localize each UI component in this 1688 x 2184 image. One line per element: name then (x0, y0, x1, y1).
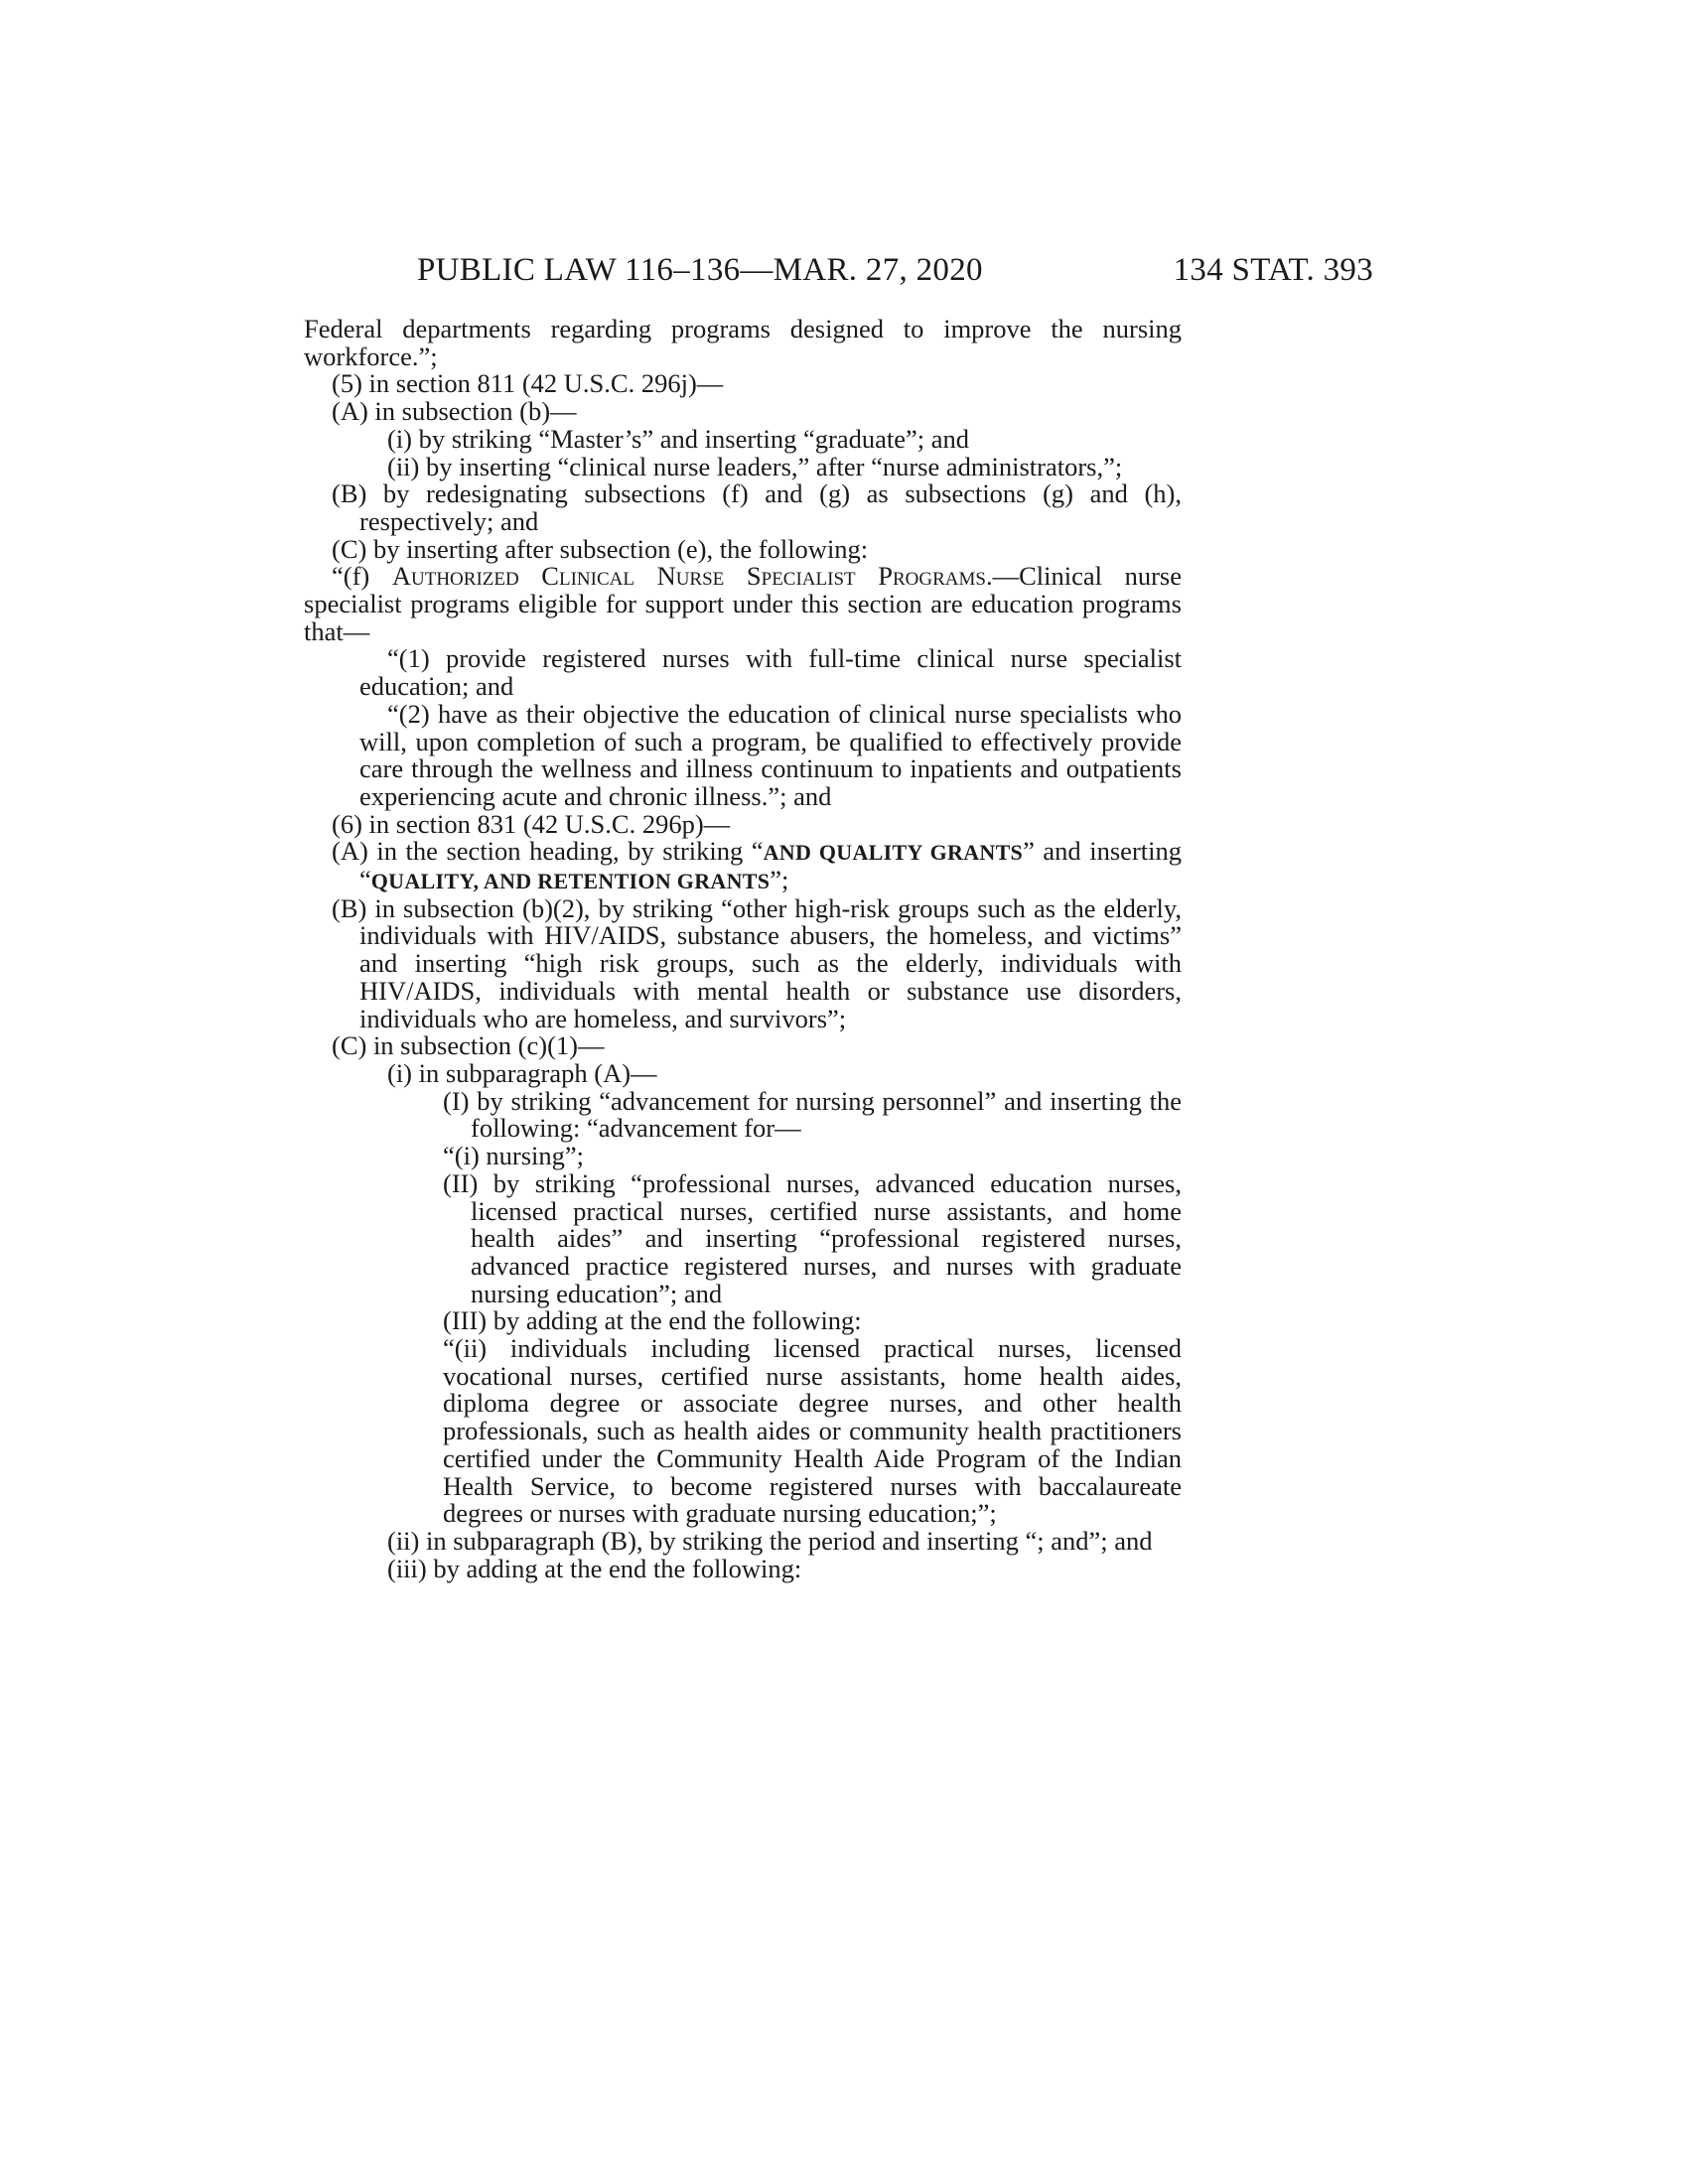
paragraph-831-c: (C) in subsection (c)(1)— (332, 1030, 605, 1061)
inserted-heading-text: QUALITY, AND RETENTION GRANTS (370, 869, 771, 894)
paragraph-831-c-i-II: (II) by striking “professional nurses, advanced education nurses, licensed practical nurses, certified nurse assistants, and home health aides” and inserting “professional registered nurses, advanced practice registered nurses, and nurses with graduate nursing education”; and (443, 1167, 1182, 1308)
paragraph-831-a-text-1: (A) in the section heading, by striking “ (332, 836, 764, 867)
running-header-page-ref: 134 STAT. 393 (1173, 252, 1373, 288)
paragraph-section-831: (6) in section 831 (42 U.S.C. 296p)— (332, 808, 731, 839)
paragraph-811-f-lead: “(f) (332, 561, 392, 592)
paragraph-831-c-i: (i) in subparagraph (A)— (387, 1057, 657, 1088)
paragraph-continuation: Federal departments regarding programs designed to improve the nursing workforce.”; (304, 314, 1182, 371)
paragraph-831-b: (B) in subsection (b)(2), by striking “other high-risk groups such as the elderly, individuals with HIV/AIDS, substance abusers, the homeless, and victims” and inserting “high risk groups, such as the elderly, individuals with HIV/AIDS, individuals with mental health or substance use disorders, individuals who are homeless, and survivors”; (332, 892, 1182, 1033)
paragraph-831-a-text-2: ” and inserting “ (359, 836, 1182, 895)
paragraph-831-a (304, 838, 1182, 894)
paragraph-811-f-text: —Clinical nurse specialist programs eligible for support under this section are education programs that— (304, 561, 1182, 646)
paragraph-831-quoted-ii: “(ii) individuals including licensed practical nurses, licensed vocational nurses, certified nurse assistants, home health aides, diploma degree or associate degree nurses, and other health professionals, such as health aides or community health practitioners certified under the Community Health Aide Program of the Indian Health Service, to become registered nurses with baccalaureate degrees or nurses with graduate nursing education;”; (443, 1333, 1182, 1529)
document-body (304, 316, 1182, 1582)
paragraph-811-b: (B) by redesignating subsections (f) and (g) as subsections (g) and (h), respectively; and (332, 478, 1182, 536)
running-header-title: PUBLIC LAW 116–136—MAR. 27, 2020 (417, 252, 983, 288)
paragraph-811-f-1: “(1) provide registered nurses with full-time clinical nurse specialist education; and (359, 643, 1182, 702)
paragraph-831-quoted-i: “(i) nursing”; (443, 1141, 585, 1171)
paragraph-811-f (304, 563, 1182, 645)
paragraph-831-c-ii: (ii) in subparagraph (B), by striking the period and inserting “; and”; and (387, 1525, 1153, 1556)
paragraph-811-a-ii: (ii) by inserting “clinical nurse leaders,” after “nurse administrators,”; (387, 451, 1123, 481)
struck-heading-text: AND QUALITY GRANTS (763, 840, 1024, 866)
paragraph-section-811: (5) in section 811 (42 U.S.C. 296j)— (332, 368, 724, 399)
paragraph-811-a: (A) in subsection (b)— (332, 396, 577, 427)
paragraph-831-a-text-3: ”; (770, 865, 789, 895)
paragraph-831-c-i-III: (III) by adding at the end the following: (443, 1305, 862, 1336)
paragraph-811-f-2: “(2) have as their objective the education of clinical nurse specialists who will, upon completion of such a program, be qualified to effectively provide care through the wellness and illness continuum to inpatients and outpatients experiencing acute and chronic illness.”; and (359, 698, 1182, 811)
paragraph-831-c-iii: (iii) by adding at the end the following: (387, 1553, 802, 1583)
paragraph-831-c-i-I: (I) by striking “advancement for nursing personnel” and inserting the following: “advancement for— (443, 1085, 1182, 1144)
paragraph-811-a-i: (i) by striking “Master’s” and inserting “graduate”; and (387, 423, 970, 454)
paragraph-811-f-heading: Authorized Clinical Nurse Specialist Programs. (391, 561, 993, 592)
paragraph-811-c: (C) by inserting after subsection (e), the following: (332, 533, 869, 564)
